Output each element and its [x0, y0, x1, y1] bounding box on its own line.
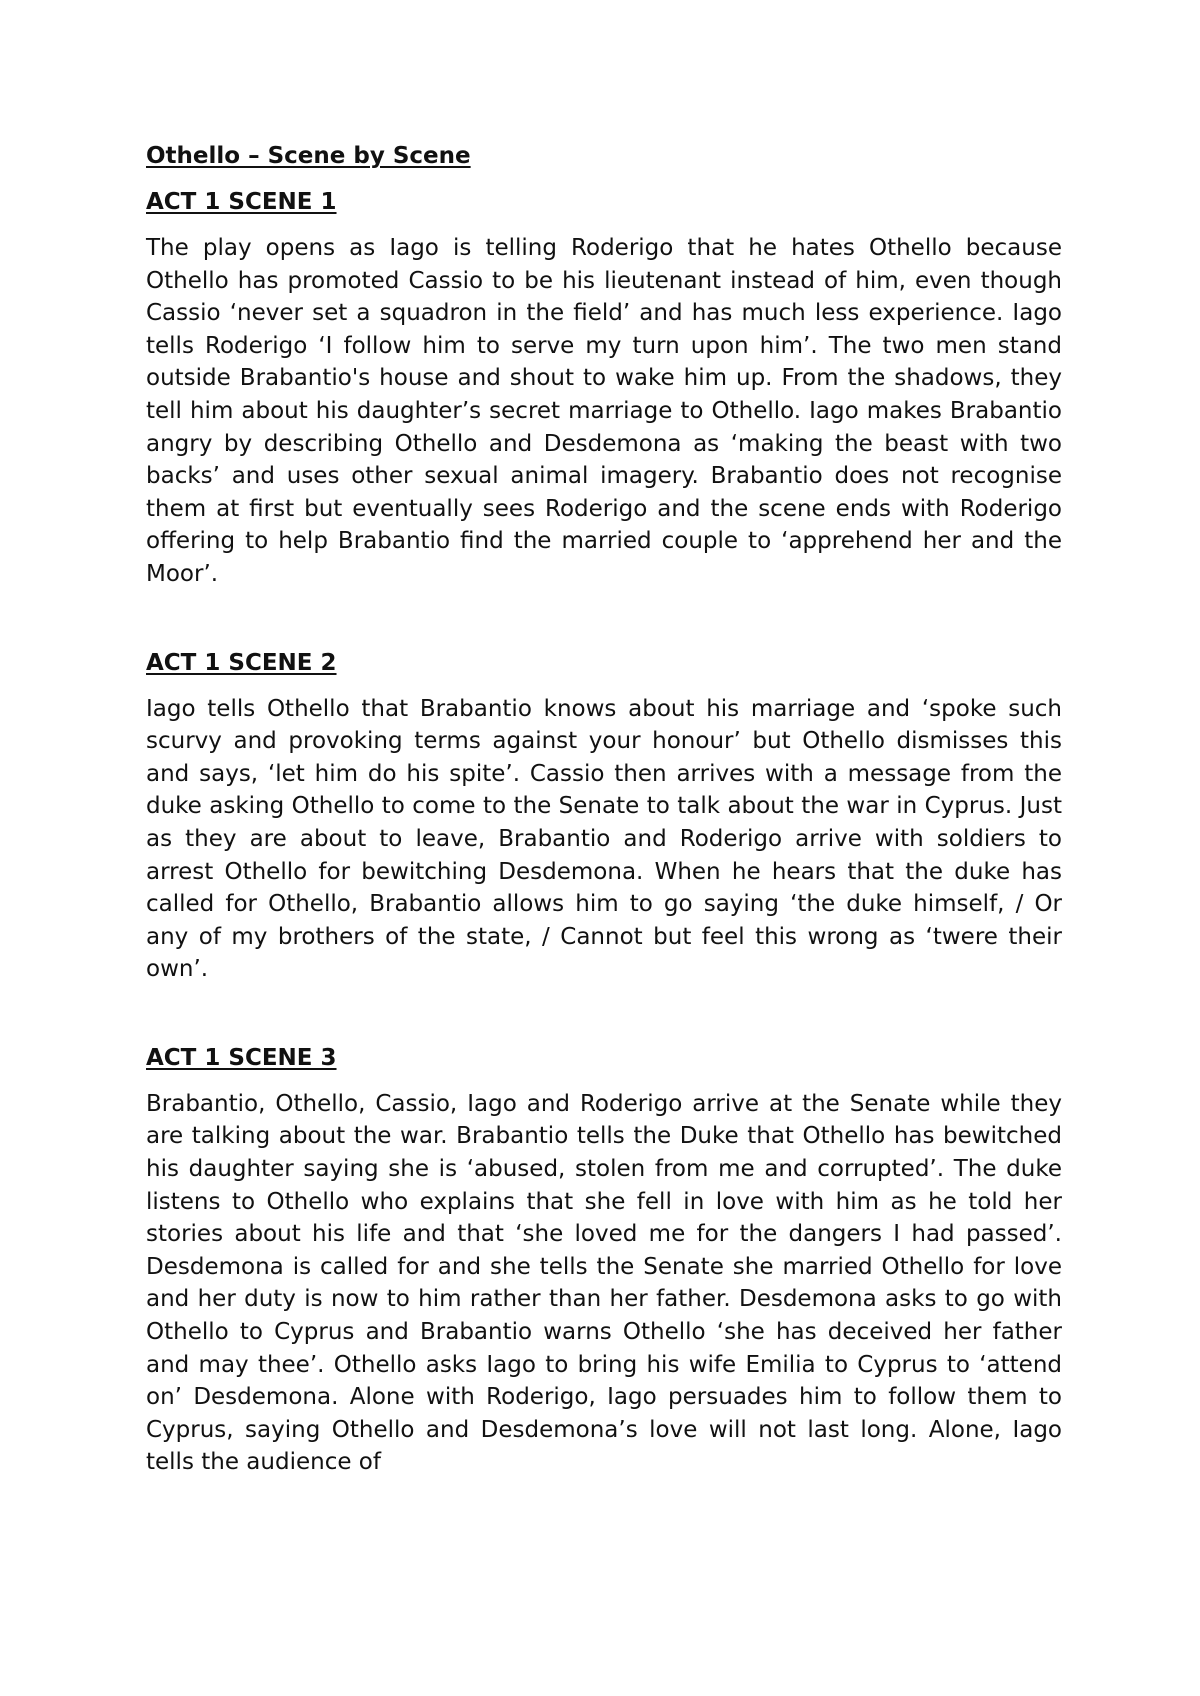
scene-heading: ACT 1 SCENE 3 [146, 1044, 337, 1071]
scene-summary: Iago tells Othello that Brabantio knows about his marriage and ‘spoke such scurvy and provoking terms against your honour’ but Othello dismisses this and says, ‘let him do his spite’. Cassio then arrives with a message from the duke asking Othello to come to the Senate to talk about the war in Cyprus. Just as they are about to leave, Brabantio and Roderigo arrive with soldiers to arrest Othello for bewitching Desdemona. When he hears that the duke has called for Othello, Brabantio allows him to go saying ‘the duke himself, / Or any of my brothers of the state, / Cannot but feel this wrong as ‘twere their own’. [146, 695, 1062, 983]
scene-section-act1-scene3 [146, 1042, 1062, 1479]
scene-heading: ACT 1 SCENE 1 [146, 189, 337, 215]
scene-summary: The play opens as Iago is telling Roderigo that he hates Othello because Othello has promoted Cassio to be his lieutenant instead of him, even though Cassio ‘never set a squadron in the field’ and has much less experience. Iago tells Roderigo ‘I follow him to serve my turn upon him’. The two men stand outside Brabantio's house and shout to wake him up. From the shadows, they tell him about his daughter’s secret marriage to Othello. Iago makes Brabantio angry by describing Othello and Desdemona as ‘making the beast with two backs’ and uses other sexual animal imagery. Brabantio does not recognise them at first but eventually sees Roderigo and the scene ends with Roderigo offering to help Brabantio find the married couple to ‘apprehend her and the Moor’. [146, 235, 1062, 587]
scene-section-act1-scene2 [146, 647, 1062, 986]
scene-section-act1-scene1 [146, 186, 1062, 591]
scene-heading: ACT 1 SCENE 2 [146, 649, 337, 676]
document-title: Othello – Scene by Scene [146, 143, 471, 169]
scene-summary: Brabantio, Othello, Cassio, Iago and Roderigo arrive at the Senate while they are talking about the war. Brabantio tells the Duke that Othello has bewitched his daughter saying she is ‘abused, stolen from me and corrupted’. The duke listens to Othello who explains that she fell in love with him as he told her stories about his life and that ‘she loved me for the dangers I had passed’. Desdemona is called for and she tells the Senate she married Othello for love and her duty is now to him rather than her father. Desdemona asks to go with Othello to Cyprus and Brabantio warns Othello ‘she has deceived her father and may thee’. Othello asks Iago to bring his wife Emilia to Cyprus to ‘attend on’ Desdemona. Alone with Roderigo, Iago persuades him to follow them to Cyprus, saying Othello and Desdemona’s love will not last long. Alone, Iago tells the audience of [146, 1090, 1062, 1476]
document-page [146, 140, 1062, 1479]
